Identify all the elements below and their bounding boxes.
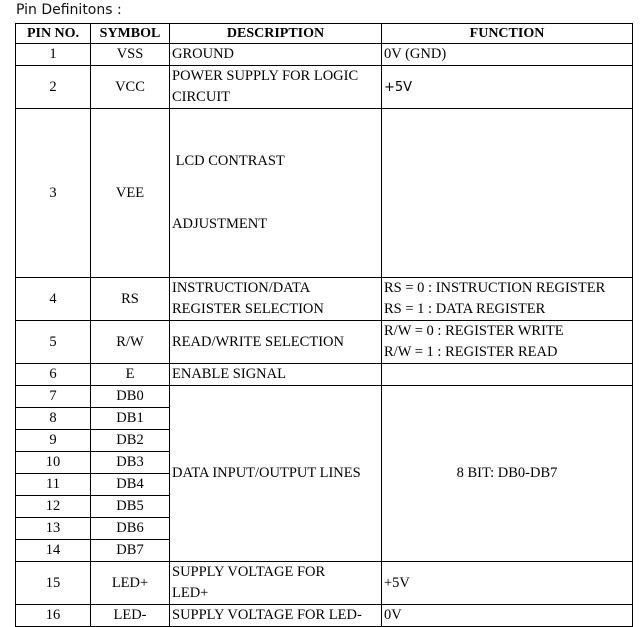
pin-description: GROUND xyxy=(170,44,382,66)
pin-number: 9 xyxy=(16,430,91,452)
description-line: POWER SUPPLY FOR LOGIC xyxy=(172,68,359,84)
table-row xyxy=(16,605,633,627)
pin-function xyxy=(382,278,633,321)
description-line: LCD CONTRAST xyxy=(172,153,285,169)
header-pin-no: PIN NO. xyxy=(16,24,91,44)
pin-function: +5V xyxy=(382,66,633,109)
pin-description: ENABLE SIGNAL xyxy=(170,364,382,386)
function-line: R/W = 0 : REGISTER WRITE xyxy=(384,323,564,339)
pin-number: 12 xyxy=(16,496,91,518)
function-line: RS = 1 : DATA REGISTER xyxy=(384,301,546,317)
pin-number: 11 xyxy=(16,474,91,496)
pin-function xyxy=(382,364,633,386)
pin-symbol: DB7 xyxy=(91,540,170,562)
pin-symbol: R/W xyxy=(91,321,170,364)
pin-description xyxy=(170,109,382,278)
table-row xyxy=(16,364,633,386)
table-row xyxy=(16,278,633,321)
pin-number: 5 xyxy=(16,321,91,364)
pin-symbol: E xyxy=(91,364,170,386)
header-description: DESCRIPTION xyxy=(170,24,382,44)
pin-symbol: DB1 xyxy=(91,408,170,430)
table-row xyxy=(16,562,633,605)
pin-function xyxy=(382,109,633,278)
pin-symbol: LED- xyxy=(91,605,170,627)
pin-number: 4 xyxy=(16,278,91,321)
table-row xyxy=(16,109,633,278)
pin-symbol: DB3 xyxy=(91,452,170,474)
description-line: INSTRUCTION/DATA xyxy=(172,280,311,296)
pin-symbol: RS xyxy=(91,278,170,321)
pin-symbol: DB5 xyxy=(91,496,170,518)
pin-description xyxy=(170,278,382,321)
header-row xyxy=(16,24,633,44)
pin-number: 14 xyxy=(16,540,91,562)
pin-symbol: DB4 xyxy=(91,474,170,496)
pin-description: SUPPLY VOLTAGE FOR LED- xyxy=(170,605,382,627)
data-lines-description: DATA INPUT/OUTPUT LINES xyxy=(170,386,382,562)
pin-function xyxy=(382,321,633,364)
description-line: CIRCUIT xyxy=(172,89,230,105)
pin-symbol: VEE xyxy=(91,109,170,278)
pin-symbol: DB6 xyxy=(91,518,170,540)
table-row xyxy=(16,44,633,66)
pin-definitions-table xyxy=(15,23,633,627)
table-caption: Pin Definitons : xyxy=(16,2,122,18)
pin-symbol: DB0 xyxy=(91,386,170,408)
data-lines-function: 8 BIT: DB0-DB7 xyxy=(382,386,633,562)
description-line: SUPPLY VOLTAGE FOR xyxy=(172,564,326,580)
pin-function: 0V (GND) xyxy=(382,44,633,66)
pin-function: +5V xyxy=(382,562,633,605)
pin-number: 13 xyxy=(16,518,91,540)
pin-symbol: DB2 xyxy=(91,430,170,452)
pin-number: 6 xyxy=(16,364,91,386)
header-function: FUNCTION xyxy=(382,24,633,44)
pin-number: 1 xyxy=(16,44,91,66)
description-line: ADJUSTMENT xyxy=(172,216,268,232)
pin-number: 10 xyxy=(16,452,91,474)
description-line: REGISTER SELECTION xyxy=(172,301,324,317)
table-row xyxy=(16,321,633,364)
pin-description xyxy=(170,562,382,605)
pin-symbol: VSS xyxy=(91,44,170,66)
function-line: R/W = 1 : REGISTER READ xyxy=(384,344,558,360)
description-line: LED+ xyxy=(172,585,209,601)
pin-symbol: LED+ xyxy=(91,562,170,605)
pin-number: 7 xyxy=(16,386,91,408)
table-row xyxy=(16,386,633,408)
pin-function: 0V xyxy=(382,605,633,627)
pin-description xyxy=(170,66,382,109)
pin-number: 3 xyxy=(16,109,91,278)
pin-number: 16 xyxy=(16,605,91,627)
pin-number: 15 xyxy=(16,562,91,605)
table-row xyxy=(16,66,633,109)
pin-number: 8 xyxy=(16,408,91,430)
pin-description: READ/WRITE SELECTION xyxy=(170,321,382,364)
pin-symbol: VCC xyxy=(91,66,170,109)
header-symbol: SYMBOL xyxy=(91,24,170,44)
pin-number: 2 xyxy=(16,66,91,109)
function-line: RS = 0 : INSTRUCTION REGISTER xyxy=(384,280,606,296)
